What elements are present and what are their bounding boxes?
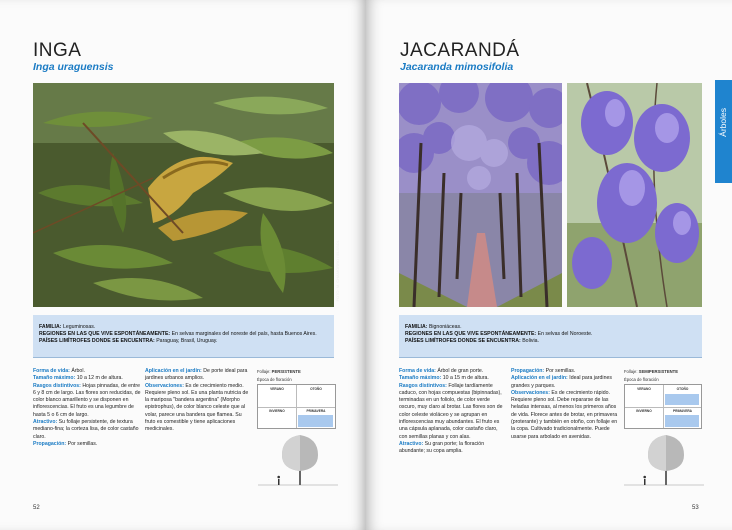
primavera-label: PRIMAVERA <box>306 409 326 413</box>
foliage-label: Follaje: SEMIPERSISTENTE <box>624 369 678 374</box>
page-number: 53 <box>692 505 699 511</box>
paises-line: PAÍSES LIMÍTROFES DONDE SE ENCUENTRA: Paraguay, Brasil, Uruguay. <box>39 338 218 345</box>
details-column-1: Forma de vida: Árbol de gran porte. Tamaño máximo: 10 a 15 m de altura. Rasgos distintivos: Follaje tardíamente caduco, con hojas compuestas (bipinnadas), terminadas en un foliolo, de color verde oscuro, muy claro al brotar. Las flores son de color celeste violáceo y se agrupan en inflorescencias muy abundantes. El fruto es una cápsula aplanada, color castaño claro, con semillas planas y con alas. Atractivo: Su gran porte; la floración abundante; su copa amplia. <box>399 368 503 455</box>
verano-label: VERANO <box>637 387 651 391</box>
paises-line: PAÍSES LIMÍTROFES DONDE SE ENCUENTRA: Bolivia. <box>405 338 539 345</box>
info-box <box>33 315 334 358</box>
familia-line: FAMILIA: Bignoniáceas. <box>405 324 462 330</box>
tree-silhouette-icon <box>624 433 704 488</box>
flowering-season-table <box>257 384 336 429</box>
section-tab[interactable] <box>715 80 732 183</box>
photo-credit: FOTO: M. CHAMORRO / ELSSOL <box>335 240 340 302</box>
otono-label: OTOÑO <box>676 387 689 391</box>
info-box <box>399 315 702 358</box>
verano-label: VERANO <box>270 387 284 391</box>
otono-label: OTOÑO <box>310 387 322 391</box>
flowering-season-label: Época de floración <box>624 377 659 382</box>
flowering-season-table <box>624 384 702 429</box>
primavera-highlight <box>298 415 333 427</box>
regiones-line: REGIONES EN LAS QUE VIVE ESPONTÁNEAMENTE: En selvas del Noroeste. <box>405 331 593 338</box>
primavera-label: PRIMAVERA <box>673 409 692 413</box>
scientific-name: Inga uraguensis <box>33 61 114 73</box>
familia-line: FAMILIA: Leguminosas. <box>39 324 96 330</box>
section-tab-label: Árboles <box>718 108 728 137</box>
invierno-label: INVIERNO <box>636 409 652 413</box>
inga-photo <box>33 83 334 307</box>
species-title: JACARANDÁ <box>400 40 520 61</box>
details-column-2: Propagación: Por semillas. Aplicación en el jardín: Ideal para jardines grandes y parques. Observaciones: Es de crecimiento rápido. Requiere pleno sol. Debe repararse de las heladas intensas, al menos los primeros años de vida. Florece antes de brotar, en primavera (proterante) y también en otoño, con follaje en la copa. Cultivado tradicionalmente. Puede usarse para arbolado en avenidas. <box>511 368 618 440</box>
scientific-name: Jacaranda mimosifolia <box>400 61 514 73</box>
primavera-highlight <box>665 415 699 427</box>
regiones-line: REGIONES EN LAS QUE VIVE ESPONTÁNEAMENTE: En selvas marginales del noreste del país, hasta Buenos Aires. <box>39 331 317 338</box>
jacaranda-flowers-photo <box>567 83 702 307</box>
otono-highlight <box>665 394 699 405</box>
invierno-label: INVIERNO <box>269 409 285 413</box>
details-column-2: Aplicación en el jardín: De porte ideal para jardines urbanos amplios. Observaciones: Es de crecimiento medio. Requiere pleno sol. Es una planta nutricia de la mariposa "bandera argentina" (Morpho epistrophus), de color blanco celeste que al volar, parece una bandera que flamea. Su fruto es comestible y tiene aplicaciones medicinales. <box>145 368 249 433</box>
right-page <box>366 0 732 530</box>
details-column-1: Forma de vida: Árbol. Tamaño máximo: 10 a 12 m de altura. Rasgos distintivos: Hojas pinnadas, de entre 6 y 8 cm de largo. Las flores son reducidas, de color blanco amarillento y se disponen en inflorescencias. El fruto es una legumbre de hasta 5 o 6 cm de largo. Atractivo: Su follaje persistente, de textura mediano-fina; la corteza lisa, de color castaño claro. Propagación: Por semillas. <box>33 368 141 447</box>
foliage-label: Follaje: PERSISTENTE <box>257 369 301 374</box>
species-title: INGA <box>33 40 82 61</box>
flowering-season-label: Época de floración <box>257 377 292 382</box>
page-number: 52 <box>33 505 40 511</box>
tree-silhouette-icon <box>258 433 338 488</box>
jacaranda-avenue-photo <box>399 83 562 307</box>
